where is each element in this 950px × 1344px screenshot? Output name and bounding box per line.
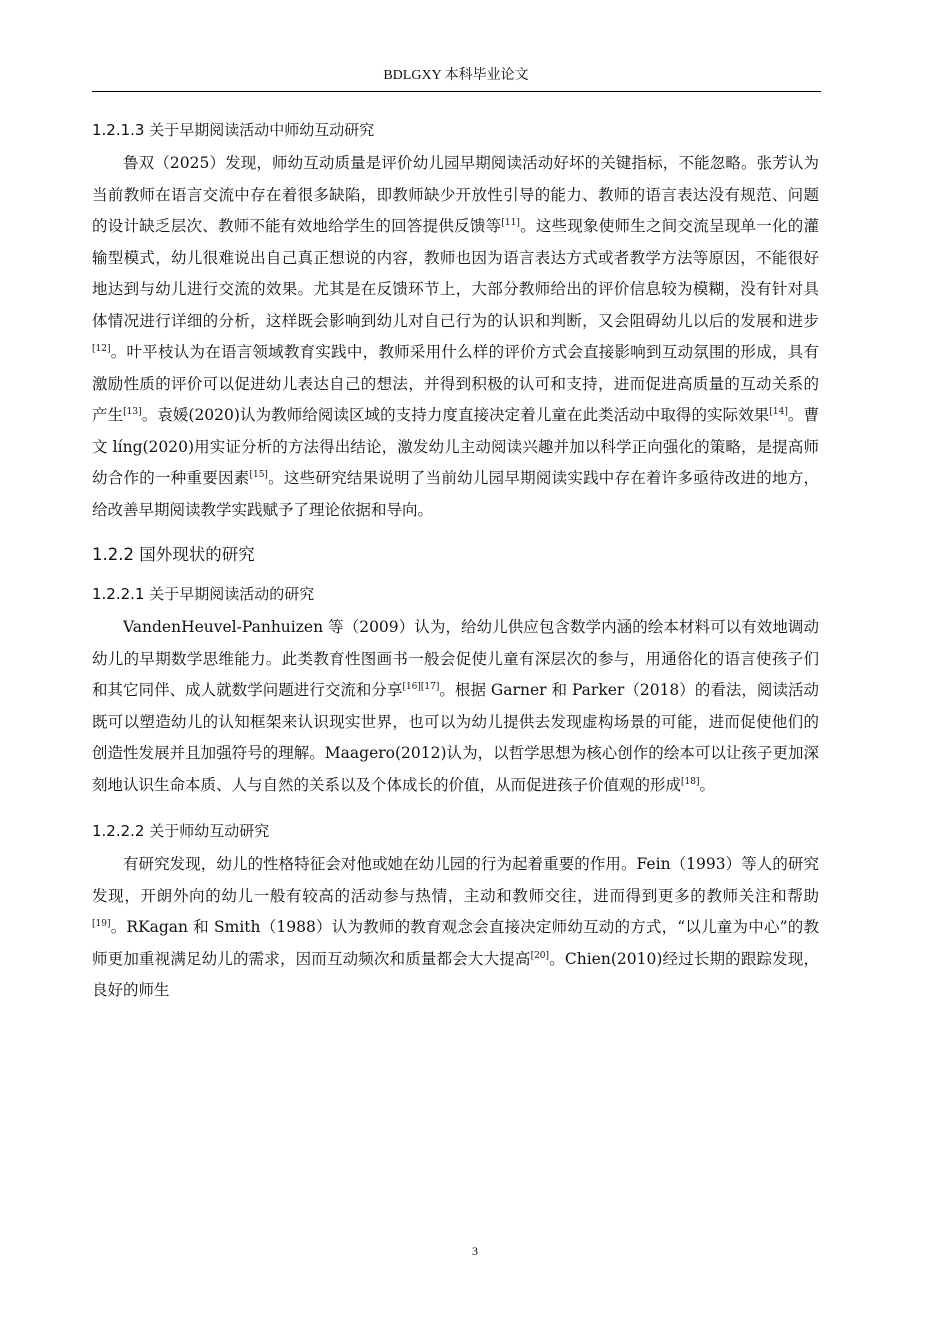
header-rule xyxy=(92,91,821,92)
heading-1-2-1-3: 1.2.1.3 关于早期阅读活动中师幼互动研究 xyxy=(92,121,375,139)
citation-16-17: [16][17] xyxy=(402,682,440,692)
paragraph-teacher-child-interaction-foreign: 有研究发现，幼儿的性格特征会对他或她在幼儿园的行为起着重要的作用。Fein（1993）等人的研究发现，开朗外向的幼儿一般有较高的活动参与热情，主动和教师交往，进而得到更多的教师关注和帮助[19]。RKagan 和 Smith（1988）认为教师的教育观念会直接决定师幼互动的方式，“以儿童为中心”的教师更加重视满足幼儿的需求，因而互动频次和质量都会大大提高[20]。Chien(2010)经过长期的跟踪发现，良好的师生 xyxy=(92,855,819,999)
running-header: BDLGXY 本科毕业论文 xyxy=(383,68,529,83)
citation-12: [12] xyxy=(92,344,111,354)
page-content xyxy=(92,110,819,1007)
citation-19: [19] xyxy=(92,919,111,929)
heading-1-2-2-2: 1.2.2.2 关于师幼互动研究 xyxy=(92,822,270,840)
paragraph-teacher-child-interaction-domestic: 鲁双（2025）发现，师幼互动质量是评价幼儿园早期阅读活动好坏的关键指标，不能忽略。张芳认为当前教师在语言交流中存在着很多缺陷，即教师缺少开放性引导的能力、教师的语言表达没有规范、问题的设计缺乏层次、教师不能有效地给学生的回答提供反馈等[11]。这些现象使师生之间交流呈现单一化的灌输型模式，幼儿很难说出自己真正想说的内容，教师也因为语言表达方式或者教学方法等原因，不能很好地达到与幼儿进行交流的效果。尤其是在反馈环节上，大部分教师给出的评价信息较为模糊，没有针对具体情况进行详细的分析，这样既会影响到幼儿对自己行为的认识和判断，又会阻碍幼儿以后的发展和进步[12]。叶平枝认为在语言领域教育实践中，教师采用什么样的评价方式会直接影响到互动氛围的形成，具有激励性质的评价可以促进幼儿表达自己的想法，并得到积极的认可和支持，进而促进高质量的互动关系的产生[13]。袁媛(2020)认为教师给阅读区域的支持力度直接决定着儿童在此类活动中取得的实际效果[14]。曹文 líng(2020)用实证分析的方法得出结论，激发幼儿主动阅读兴趣并加以科学正向强化的策略，是提高师幼合作的一种重要因素[15]。这些研究结果说明了当前幼儿园早期阅读实践中存在着许多亟待改进的地方，给改善早期阅读教学实践赋予了理论依据和导向。 xyxy=(92,154,819,519)
citation-13: [13] xyxy=(123,407,142,417)
citation-14: [14] xyxy=(769,407,788,417)
paragraph-early-reading-foreign: VandenHeuvel-Panhuizen 等（2009）认为，给幼儿供应包含数学内涵的绘本材料可以有效地调动幼儿的早期数学思维能力。此类教育性图画书一般会促使儿童有深层次的参与，用通俗化的语言使孩子们和其它同伴、成人就数学问题进行交流和分享[16][17]。根据 Garner 和 Parker（2018）的看法，阅读活动既可以塑造幼儿的认知框架来认识现实世界，也可以为幼儿提供去发现虚构场景的可能，进而促使他们的创造性发展并且加强符号的理解。Maagero(2012)认为，以哲学思想为核心创作的绘本可以让孩子更加深刻地认识生命本质、人与自然的关系以及个体成长的价值，从而促进孩子价值观的形成[18]。 xyxy=(92,618,819,794)
heading-1-2-2: 1.2.2 国外现状的研究 xyxy=(92,545,255,564)
heading-1-2-2-1: 1.2.2.1 关于早期阅读活动的研究 xyxy=(92,585,315,603)
citation-15: [15] xyxy=(249,470,268,480)
page-number: 3 xyxy=(472,1244,478,1258)
citation-11: [11] xyxy=(501,218,520,228)
citation-20: [20] xyxy=(530,950,550,961)
citation-18: [18] xyxy=(681,776,700,787)
